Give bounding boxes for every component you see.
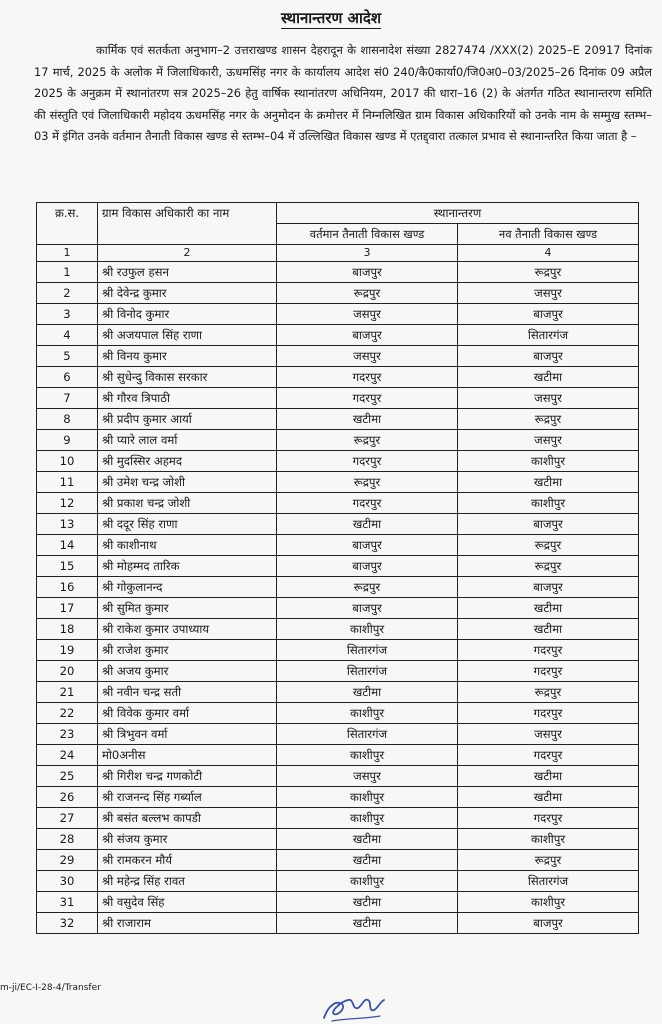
- order-body-text: कार्मिक एवं सतर्कता अनुभाग–2 उत्तराखण्ड शासन देहरादून के शासनादेश संख्या 2827474 /XXX(2) 2025–E 20917 दिनांक 17 मार्च, 2025 के अलोक में जिलाधिकारी, ऊधमसिंह नगर के कार्यालय आदेश सं0 240/कै0कार्या0/जि0अ0–03/2025–26 दिनांक 09 अप्रैल 2025 के अनुक्रम में स्थानांतरण सत्र 2025–26 हेतु वार्षिक स्थानांतरण अधिनियम, 2017 की धारा–16 (2) के अंतर्गत गठित स्थानान्तरण समिति की संस्तुति एवं जिलाधिकारी महोदय ऊधमसिंह नगर के अनुमोदन के क्रमोत्तर में निम्नलिखित ग्राम विकास अधिकारियों को उनके नाम के सम्मुख स्तम्भ–03 में इंगित उनके वर्तमान तैनाती विकास खण्ड से स्तम्भ–04 में उल्लिखित विकास खण्ड में एतद्द्वारा तत्काल प्रभाव से स्थानान्तरित किया जाता है –: [34, 43, 652, 143]
- row-current-block: सितारगंज: [277, 640, 458, 661]
- file-reference: m-ji/EC-I-28-4/Transfer: [0, 983, 101, 993]
- row-officer-name: श्री उमेश चन्द्र जोशी: [98, 472, 277, 493]
- row-current-block: खटीमा: [277, 850, 458, 871]
- header-transfer-group: स्थानान्तरण: [277, 203, 639, 224]
- row-current-block: बाजपुर: [277, 556, 458, 577]
- row-new-block: काशीपुर: [458, 451, 639, 472]
- row-serial: 22: [37, 703, 98, 724]
- row-new-block: गदरपुर: [458, 661, 639, 682]
- row-officer-name: श्री राकेश कुमार उपाध्याय: [98, 619, 277, 640]
- column-number: 2: [98, 245, 277, 262]
- row-serial: 15: [37, 556, 98, 577]
- table-row: [37, 661, 639, 682]
- row-officer-name: श्री राजेश कुमार: [98, 640, 277, 661]
- transfer-table: [36, 202, 639, 934]
- row-new-block: गदरपुर: [458, 703, 639, 724]
- row-officer-name: श्री विनय कुमार: [98, 346, 277, 367]
- row-serial: 3: [37, 304, 98, 325]
- row-new-block: जसपुर: [458, 388, 639, 409]
- row-current-block: खटीमा: [277, 829, 458, 850]
- table-row: [37, 703, 639, 724]
- row-serial: 26: [37, 787, 98, 808]
- row-officer-name: श्री अजय कुमार: [98, 661, 277, 682]
- row-serial: 17: [37, 598, 98, 619]
- row-officer-name: श्री प्यारे लाल वर्मा: [98, 430, 277, 451]
- row-officer-name: श्री राजाराम: [98, 913, 277, 934]
- row-officer-name: श्री देवेन्द्र कुमार: [98, 283, 277, 304]
- row-serial: 2: [37, 283, 98, 304]
- row-current-block: गदरपुर: [277, 367, 458, 388]
- row-officer-name: श्री गोकुलानन्द: [98, 577, 277, 598]
- table-row: [37, 892, 639, 913]
- table-row: [37, 304, 639, 325]
- table-row: [37, 745, 639, 766]
- row-officer-name: श्री महेन्द्र सिंह रावत: [98, 871, 277, 892]
- table-row: [37, 451, 639, 472]
- row-officer-name: श्री मुदस्सिर अहमद: [98, 451, 277, 472]
- row-current-block: बाजपुर: [277, 535, 458, 556]
- row-current-block: रूद्रपुर: [277, 283, 458, 304]
- table-row: [37, 556, 639, 577]
- row-officer-name: श्री प्रकाश चन्द्र जोशी: [98, 493, 277, 514]
- table-row: [37, 346, 639, 367]
- table-row: [37, 871, 639, 892]
- row-serial: 10: [37, 451, 98, 472]
- table-row: [37, 619, 639, 640]
- row-officer-name: श्री वसुदेव सिंह: [98, 892, 277, 913]
- header-serial: क्र.स.: [37, 203, 98, 245]
- row-serial: 18: [37, 619, 98, 640]
- table-row: [37, 682, 639, 703]
- row-new-block: खटीमा: [458, 619, 639, 640]
- row-current-block: जसपुर: [277, 766, 458, 787]
- row-current-block: काशीपुर: [277, 871, 458, 892]
- page-title: [0, 8, 662, 28]
- row-current-block: खटीमा: [277, 409, 458, 430]
- row-serial: 32: [37, 913, 98, 934]
- title-text: स्थानान्तरण आदेश: [280, 9, 382, 27]
- row-current-block: गदरपुर: [277, 451, 458, 472]
- table-row: [37, 829, 639, 850]
- row-current-block: रूद्रपुर: [277, 577, 458, 598]
- row-officer-name: श्री रामकरन मौर्य: [98, 850, 277, 871]
- row-serial: 25: [37, 766, 98, 787]
- transfer-table-body: [37, 245, 639, 934]
- row-current-block: काशीपुर: [277, 787, 458, 808]
- row-officer-name: श्री त्रिभुवन वर्मा: [98, 724, 277, 745]
- table-row: [37, 577, 639, 598]
- row-current-block: रूद्रपुर: [277, 430, 458, 451]
- row-officer-name: श्री गौरव त्रिपाठी: [98, 388, 277, 409]
- row-new-block: सितारगंज: [458, 325, 639, 346]
- table-row: [37, 850, 639, 871]
- table-row: [37, 409, 639, 430]
- table-row: [37, 430, 639, 451]
- row-new-block: सितारगंज: [458, 871, 639, 892]
- row-new-block: खटीमा: [458, 766, 639, 787]
- header-officer-name: ग्राम विकास अधिकारी का नाम: [98, 203, 277, 245]
- row-new-block: रूद्रपुर: [458, 535, 639, 556]
- row-serial: 7: [37, 388, 98, 409]
- table-row: [37, 913, 639, 934]
- table-row: [37, 724, 639, 745]
- row-new-block: गदरपुर: [458, 640, 639, 661]
- row-new-block: रूद्रपुर: [458, 850, 639, 871]
- row-current-block: सितारगंज: [277, 661, 458, 682]
- row-new-block: रूद्रपुर: [458, 682, 639, 703]
- row-serial: 9: [37, 430, 98, 451]
- row-current-block: काशीपुर: [277, 703, 458, 724]
- row-serial: 20: [37, 661, 98, 682]
- row-current-block: बाजपुर: [277, 325, 458, 346]
- row-new-block: जसपुर: [458, 724, 639, 745]
- table-row: [37, 535, 639, 556]
- table-row: [37, 472, 639, 493]
- row-current-block: जसपुर: [277, 304, 458, 325]
- row-serial: 13: [37, 514, 98, 535]
- row-officer-name: श्री संजय कुमार: [98, 829, 277, 850]
- row-officer-name: श्री राजनन्द सिंह गर्ब्याल: [98, 787, 277, 808]
- row-new-block: रूद्रपुर: [458, 556, 639, 577]
- row-new-block: गदरपुर: [458, 745, 639, 766]
- row-new-block: जसपुर: [458, 430, 639, 451]
- row-serial: 16: [37, 577, 98, 598]
- table-row: [37, 388, 639, 409]
- row-serial: 1: [37, 262, 98, 283]
- row-officer-name: श्री मोहम्मद तारिक: [98, 556, 277, 577]
- row-serial: 5: [37, 346, 98, 367]
- row-current-block: जसपुर: [277, 346, 458, 367]
- row-new-block: बाजपुर: [458, 577, 639, 598]
- table-row: [37, 787, 639, 808]
- row-new-block: बाजपुर: [458, 304, 639, 325]
- row-new-block: खटीमा: [458, 598, 639, 619]
- row-serial: 21: [37, 682, 98, 703]
- column-number: 4: [458, 245, 639, 262]
- row-current-block: बाजपुर: [277, 262, 458, 283]
- row-serial: 31: [37, 892, 98, 913]
- row-serial: 6: [37, 367, 98, 388]
- row-new-block: काशीपुर: [458, 493, 639, 514]
- row-serial: 23: [37, 724, 98, 745]
- row-new-block: खटीमा: [458, 472, 639, 493]
- handwritten-signature-icon: [318, 988, 388, 1024]
- row-new-block: खटीमा: [458, 787, 639, 808]
- table-row: [37, 766, 639, 787]
- row-current-block: रूद्रपुर: [277, 472, 458, 493]
- row-serial: 8: [37, 409, 98, 430]
- row-current-block: काशीपुर: [277, 808, 458, 829]
- row-new-block: जसपुर: [458, 283, 639, 304]
- row-officer-name: श्री विनोद कुमार: [98, 304, 277, 325]
- row-current-block: काशीपुर: [277, 619, 458, 640]
- row-officer-name: श्री अजयपाल सिंह राणा: [98, 325, 277, 346]
- table-row: [37, 325, 639, 346]
- row-new-block: बाजपुर: [458, 514, 639, 535]
- row-new-block: बाजपुर: [458, 913, 639, 934]
- table-row: [37, 493, 639, 514]
- row-serial: 30: [37, 871, 98, 892]
- table-row: [37, 514, 639, 535]
- row-officer-name: श्री नवीन चन्द्र सती: [98, 682, 277, 703]
- row-new-block: खटीमा: [458, 367, 639, 388]
- table-row: [37, 808, 639, 829]
- row-current-block: बाजपुर: [277, 598, 458, 619]
- row-current-block: खटीमा: [277, 892, 458, 913]
- table-row: [37, 262, 639, 283]
- header-new-block: नव तैनाती विकास खण्ड: [458, 224, 639, 245]
- row-officer-name: श्री रउफुल हसन: [98, 262, 277, 283]
- row-new-block: रूद्रपुर: [458, 409, 639, 430]
- row-new-block: काशीपुर: [458, 829, 639, 850]
- row-officer-name: श्री काशीनाथ: [98, 535, 277, 556]
- header-current-block: वर्तमान तैनाती विकास खण्ड: [277, 224, 458, 245]
- row-serial: 11: [37, 472, 98, 493]
- row-officer-name: श्री सुधेन्दु विकास सरकार: [98, 367, 277, 388]
- row-current-block: गदरपुर: [277, 493, 458, 514]
- row-officer-name: श्री गिरीश चन्द्र गणकोटी: [98, 766, 277, 787]
- row-current-block: खटीमा: [277, 682, 458, 703]
- column-number: 3: [277, 245, 458, 262]
- row-new-block: काशीपुर: [458, 892, 639, 913]
- column-number: 1: [37, 245, 98, 262]
- row-new-block: बाजपुर: [458, 346, 639, 367]
- row-serial: 4: [37, 325, 98, 346]
- row-serial: 19: [37, 640, 98, 661]
- row-serial: 28: [37, 829, 98, 850]
- row-serial: 14: [37, 535, 98, 556]
- row-current-block: काशीपुर: [277, 745, 458, 766]
- row-current-block: खटीमा: [277, 514, 458, 535]
- row-officer-name: श्री ददूर सिंह राणा: [98, 514, 277, 535]
- row-serial: 29: [37, 850, 98, 871]
- table-row: [37, 283, 639, 304]
- row-officer-name: श्री प्रदीप कुमार आर्या: [98, 409, 277, 430]
- table-row: [37, 598, 639, 619]
- row-officer-name: श्री विवेक कुमार वर्मा: [98, 703, 277, 724]
- row-serial: 24: [37, 745, 98, 766]
- table-row: [37, 367, 639, 388]
- row-new-block: गदरपुर: [458, 808, 639, 829]
- row-current-block: खटीमा: [277, 913, 458, 934]
- row-serial: 12: [37, 493, 98, 514]
- row-officer-name: मो0अनीस: [98, 745, 277, 766]
- row-officer-name: श्री बसंत बल्लभ कापडी: [98, 808, 277, 829]
- row-officer-name: श्री सुमित कुमार: [98, 598, 277, 619]
- column-number-row: [37, 245, 639, 262]
- row-new-block: रूद्रपुर: [458, 262, 639, 283]
- row-current-block: गदरपुर: [277, 388, 458, 409]
- table-row: [37, 640, 639, 661]
- row-current-block: सितारगंज: [277, 724, 458, 745]
- row-serial: 27: [37, 808, 98, 829]
